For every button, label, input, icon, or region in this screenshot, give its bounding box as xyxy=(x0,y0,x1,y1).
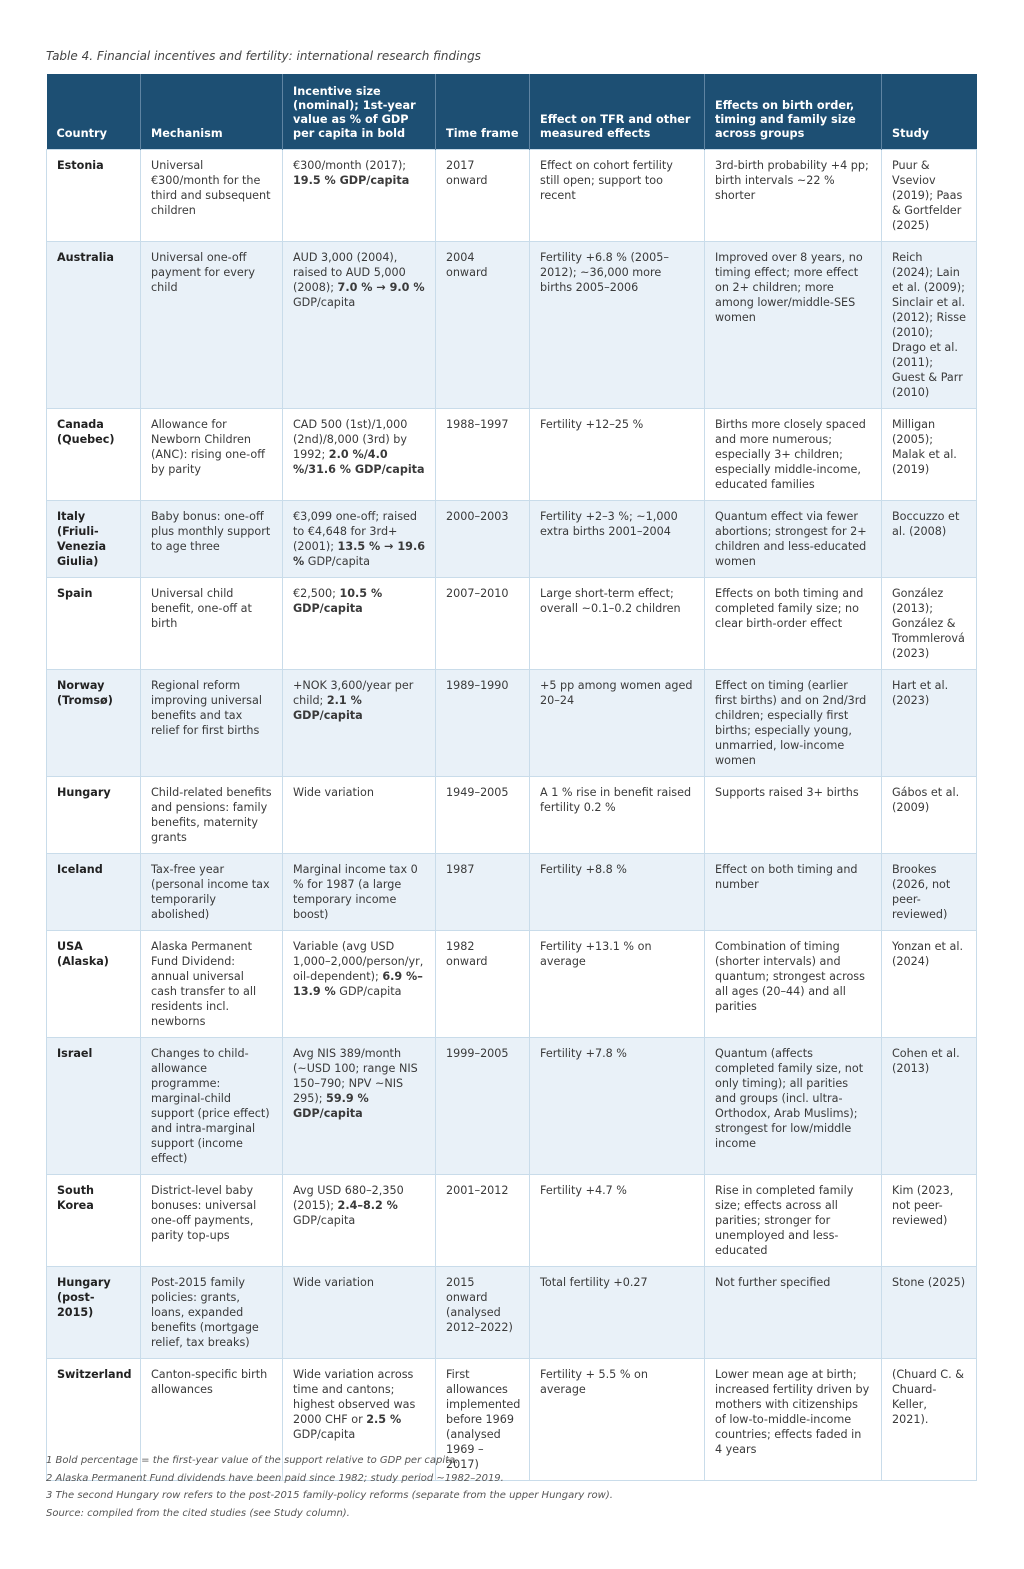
cell-time-frame: 2004 onward xyxy=(436,242,530,409)
cell-study: Stone (2025) xyxy=(882,1267,977,1359)
cell-effect-on-tfr: Fertility +12–25 % xyxy=(530,409,705,501)
cell-mechanism: Regional reform improving universal benefits and tax relief for first births xyxy=(141,670,283,777)
cell-effect-on-tfr: Effect on cohort fertility still open; support too recent xyxy=(530,150,705,242)
cell-incentive-size xyxy=(283,150,436,242)
cell-mechanism: Universal child benefit, one-off at birth xyxy=(141,578,283,670)
cell-time-frame: 1949–2005 xyxy=(436,777,530,854)
cell-study: Puur & Vseviov (2019); Paas & Gortfelder (2025) xyxy=(882,150,977,242)
cell-effects-across-groups: Supports raised 3+ births xyxy=(705,777,882,854)
table-row xyxy=(47,242,977,409)
incentive-size-text: Avg USD 680–2,350 (2015); xyxy=(293,1184,404,1212)
cell-country: Italy (Friuli-Venezia Giulia) xyxy=(47,501,141,578)
incentive-gdp-share: 19.5 % GDP/capita xyxy=(293,174,410,187)
cell-effects-across-groups: 3rd-birth probability +4 pp; birth intervals ~22 % shorter xyxy=(705,150,882,242)
cell-incentive-size xyxy=(283,1038,436,1175)
incentive-size-text: CAD 500 (1st)/1,000 (2nd)/8,000 (3rd) by 1992; xyxy=(293,418,408,461)
cell-incentive-size xyxy=(283,242,436,409)
cell-time-frame: 1999–2005 xyxy=(436,1038,530,1175)
cell-effects-across-groups: Effect on both timing and number xyxy=(705,854,882,931)
cell-time-frame: 2001–2012 xyxy=(436,1175,530,1267)
incentive-size-text: €3,099 one-off; raised to €4,648 for 3rd+ (2001); xyxy=(293,510,418,553)
cell-effects-across-groups: Lower mean age at birth; increased fertility driven by mothers with citizenships of low-to-middle-income countries; effects faded in 4 years xyxy=(705,1359,882,1481)
incentive-size-text: +NOK 3,600/year per child; xyxy=(293,679,414,707)
cell-time-frame: First allowances implemented before 1969 (analysed 1969 – 2017) xyxy=(436,1359,530,1481)
cell-country: Canada (Quebec) xyxy=(47,409,141,501)
cell-effects-across-groups: Effects on both timing and completed family size; no clear birth-order effect xyxy=(705,578,882,670)
cell-effects-across-groups: Combination of timing (shorter intervals) and quantum; strongest across all ages (20–44) and all parities xyxy=(705,931,882,1038)
cell-incentive-size xyxy=(283,1175,436,1267)
incentive-size-suffix: GDP/capita xyxy=(304,555,371,568)
cell-mechanism: Post-2015 family policies: grants, loans, expanded benefits (mortgage relief, tax breaks) xyxy=(141,1267,283,1359)
cell-effects-across-groups: Births more closely spaced and more numerous; especially 3+ children; especially middle-income, educated families xyxy=(705,409,882,501)
cell-effects-across-groups: Quantum (affects completed family size, not only timing); all parities and groups (incl. ultra-Orthodox, Arab Muslims); strongest for low/middle income xyxy=(705,1038,882,1175)
cell-effects-across-groups: Quantum effect via fewer abortions; strongest for 2+ children and less-educated women xyxy=(705,501,882,578)
incentive-gdp-share: 7.0 % → 9.0 % xyxy=(337,281,425,294)
cell-time-frame: 1988–1997 xyxy=(436,409,530,501)
header-effects-across-groups: Effects on birth order, timing and family size across groups xyxy=(705,74,882,150)
cell-study: González (2013); González & Trommlerová (2023) xyxy=(882,578,977,670)
incentive-size-suffix: GDP/capita xyxy=(293,1214,356,1227)
cell-effect-on-tfr: A 1 % rise in benefit raised fertility 0.2 % xyxy=(530,777,705,854)
cell-time-frame: 1982 onward xyxy=(436,931,530,1038)
cell-effect-on-tfr: Fertility +2–3 %; ~1,000 extra births 2001–2004 xyxy=(530,501,705,578)
cell-time-frame: 2015 onward (analysed 2012–2022) xyxy=(436,1267,530,1359)
cell-effect-on-tfr: Fertility +8.8 % xyxy=(530,854,705,931)
cell-incentive-size xyxy=(283,670,436,777)
incentive-gdp-share: 2.5 % xyxy=(366,1413,402,1426)
cell-effect-on-tfr: Fertility +7.8 % xyxy=(530,1038,705,1175)
incentive-size-text: Variable (avg USD 1,000–2,000/person/yr, oil-dependent); xyxy=(293,940,424,983)
header-incentive-size: Incentive size (nominal); 1st-year value as % of GDP per capita in bold xyxy=(283,74,436,150)
cell-country: Hungary (post-2015) xyxy=(47,1267,141,1359)
header-study: Study xyxy=(882,74,977,150)
incentive-size-text: AUD 3,000 (2004), raised to AUD 5,000 (2008); xyxy=(293,251,406,294)
cell-incentive-size xyxy=(283,409,436,501)
table-row xyxy=(47,150,977,242)
table-notes xyxy=(46,1452,613,1522)
incentive-gdp-share: 10.5 % GDP/capita xyxy=(293,587,383,615)
table-row xyxy=(47,777,977,854)
incentive-size-text: Wide variation across time and cantons; highest observed was 2000 CHF or xyxy=(293,1368,416,1426)
table-row xyxy=(47,1038,977,1175)
header-time-frame: Time frame xyxy=(436,74,530,150)
cell-mechanism: Alaska Permanent Fund Dividend: annual universal cash transfer to all residents incl. newborns xyxy=(141,931,283,1038)
cell-study: Milligan (2005); Malak et al. (2019) xyxy=(882,409,977,501)
table-body xyxy=(47,150,977,1481)
table-row xyxy=(47,578,977,670)
cell-incentive-size xyxy=(283,578,436,670)
incentive-gdp-share: 6.9 %–13.9 % xyxy=(293,970,423,998)
research-findings-table xyxy=(46,74,977,1481)
cell-mechanism: Baby bonus: one-off plus monthly support to age three xyxy=(141,501,283,578)
cell-study: Reich (2024); Lain et al. (2009); Sinclair et al. (2012); Risse (2010); Drago et al. (2011); Guest & Parr (2010) xyxy=(882,242,977,409)
incentive-size-text: €2,500; xyxy=(293,587,340,600)
cell-incentive-size xyxy=(283,854,436,931)
cell-mechanism: District-level baby bonuses: universal one-off payments, parity top-ups xyxy=(141,1175,283,1267)
incentive-size-text: Wide variation xyxy=(293,1276,374,1289)
cell-incentive-size xyxy=(283,501,436,578)
header-effect-on-tfr: Effect on TFR and other measured effects xyxy=(530,74,705,150)
cell-study: (Chuard C. & Chuard-Keller, 2021). xyxy=(882,1359,977,1481)
incentive-size-text: €300/month (2017); xyxy=(293,159,407,172)
note-source: Source: compiled from the cited studies (see Study column). xyxy=(46,1507,350,1519)
cell-country: Switzerland xyxy=(47,1359,141,1481)
cell-mechanism: Canton-specific birth allowances xyxy=(141,1359,283,1481)
cell-effects-across-groups: Effect on timing (earlier first births) and on 2nd/3rd children; especially first births; especially young, unmarried, low-income women xyxy=(705,670,882,777)
table-header-row xyxy=(47,74,977,150)
cell-effects-across-groups: Improved over 8 years, no timing effect; more effect on 2+ children; more among lower/middle-SES women xyxy=(705,242,882,409)
table-row xyxy=(47,670,977,777)
cell-effect-on-tfr: Large short-term effect; overall ~0.1–0.2 children xyxy=(530,578,705,670)
cell-effect-on-tfr: Fertility +4.7 % xyxy=(530,1175,705,1267)
cell-effect-on-tfr: Fertility +6.8 % (2005–2012); ~36,000 more births 2005–2006 xyxy=(530,242,705,409)
cell-effect-on-tfr: Fertility + 5.5 % on average xyxy=(530,1359,705,1481)
cell-time-frame: 1987 xyxy=(436,854,530,931)
cell-study: Hart et al. (2023) xyxy=(882,670,977,777)
header-mechanism: Mechanism xyxy=(141,74,283,150)
cell-country: USA (Alaska) xyxy=(47,931,141,1038)
cell-study: Kim (2023, not peer-reviewed) xyxy=(882,1175,977,1267)
cell-country: Estonia xyxy=(47,150,141,242)
cell-study: Brookes (2026, not peer-reviewed) xyxy=(882,854,977,931)
incentive-gdp-share: 2.0 %/4.0 %/31.6 % GDP/capita xyxy=(293,448,425,476)
cell-country: Spain xyxy=(47,578,141,670)
cell-country: Norway (Tromsø) xyxy=(47,670,141,777)
incentive-size-suffix: GDP/capita xyxy=(293,1428,356,1441)
incentive-size-text: Wide variation xyxy=(293,786,374,799)
cell-country: Iceland xyxy=(47,854,141,931)
incentive-size-text: Avg NIS 389/month (~USD 100; range NIS 150–790; NPV ~NIS 295); xyxy=(293,1047,418,1105)
cell-effect-on-tfr: +5 pp among women aged 20–24 xyxy=(530,670,705,777)
incentive-size-text: Marginal income tax 0 % for 1987 (a large temporary income boost) xyxy=(293,863,418,921)
cell-mechanism: Universal one-off payment for every child xyxy=(141,242,283,409)
cell-time-frame: 2000–2003 xyxy=(436,501,530,578)
cell-time-frame: 2007–2010 xyxy=(436,578,530,670)
table-row xyxy=(47,501,977,578)
incentive-gdp-share: 59.9 % GDP/capita xyxy=(293,1092,369,1120)
table-row xyxy=(47,1267,977,1359)
cell-incentive-size xyxy=(283,1267,436,1359)
note-2: 2 Alaska Permanent Fund dividends have been paid since 1982; study period ~1982–2019. xyxy=(46,1472,504,1484)
incentive-gdp-share: 13.5 % → 19.6 % xyxy=(293,540,426,568)
cell-country: Hungary xyxy=(47,777,141,854)
cell-study: Gábos et al. (2009) xyxy=(882,777,977,854)
cell-study: Yonzan et al. (2024) xyxy=(882,931,977,1038)
header-country: Country xyxy=(47,74,141,150)
cell-incentive-size xyxy=(283,931,436,1038)
incentive-size-suffix: GDP/capita xyxy=(293,296,356,309)
cell-mechanism: Changes to child-allowance programme: marginal-child support (price effect) and intra-marginal support (income effect) xyxy=(141,1038,283,1175)
cell-study: Cohen et al. (2013) xyxy=(882,1038,977,1175)
cell-mechanism: Child-related benefits and pensions: family benefits, maternity grants xyxy=(141,777,283,854)
cell-study: Boccuzzo et al. (2008) xyxy=(882,501,977,578)
table-row xyxy=(47,409,977,501)
cell-mechanism: Allowance for Newborn Children (ANC): rising one-off by parity xyxy=(141,409,283,501)
table-row xyxy=(47,931,977,1038)
cell-effects-across-groups: Not further specified xyxy=(705,1267,882,1359)
cell-effect-on-tfr: Total fertility +0.27 xyxy=(530,1267,705,1359)
cell-effects-across-groups: Rise in completed family size; effects across all parities; stronger for unemployed and less-educated xyxy=(705,1175,882,1267)
cell-effect-on-tfr: Fertility +13.1 % on average xyxy=(530,931,705,1038)
cell-mechanism: Universal €300/month for the third and subsequent children xyxy=(141,150,283,242)
cell-incentive-size xyxy=(283,777,436,854)
table-caption: Table 4. Financial incentives and fertility: international research findings xyxy=(46,49,481,63)
cell-time-frame: 1989–1990 xyxy=(436,670,530,777)
incentive-size-suffix: GDP/capita xyxy=(335,985,402,998)
cell-country: Australia xyxy=(47,242,141,409)
cell-time-frame: 2017 onward xyxy=(436,150,530,242)
incentive-gdp-share: 2.4–8.2 % xyxy=(337,1199,398,1212)
cell-mechanism: Tax-free year (personal income tax temporarily abolished) xyxy=(141,854,283,931)
note-1: 1 Bold percentage = the first-year value of the support relative to GDP per capita. xyxy=(46,1455,459,1466)
incentive-gdp-share: 2.1 % GDP/capita xyxy=(293,694,363,722)
note-3: 3 The second Hungary row refers to the post-2015 family-policy reforms (separate from the upper Hungary row). xyxy=(46,1490,613,1502)
cell-country: South Korea xyxy=(47,1175,141,1267)
table-row xyxy=(47,854,977,931)
table-row xyxy=(47,1175,977,1267)
cell-country: Israel xyxy=(47,1038,141,1175)
